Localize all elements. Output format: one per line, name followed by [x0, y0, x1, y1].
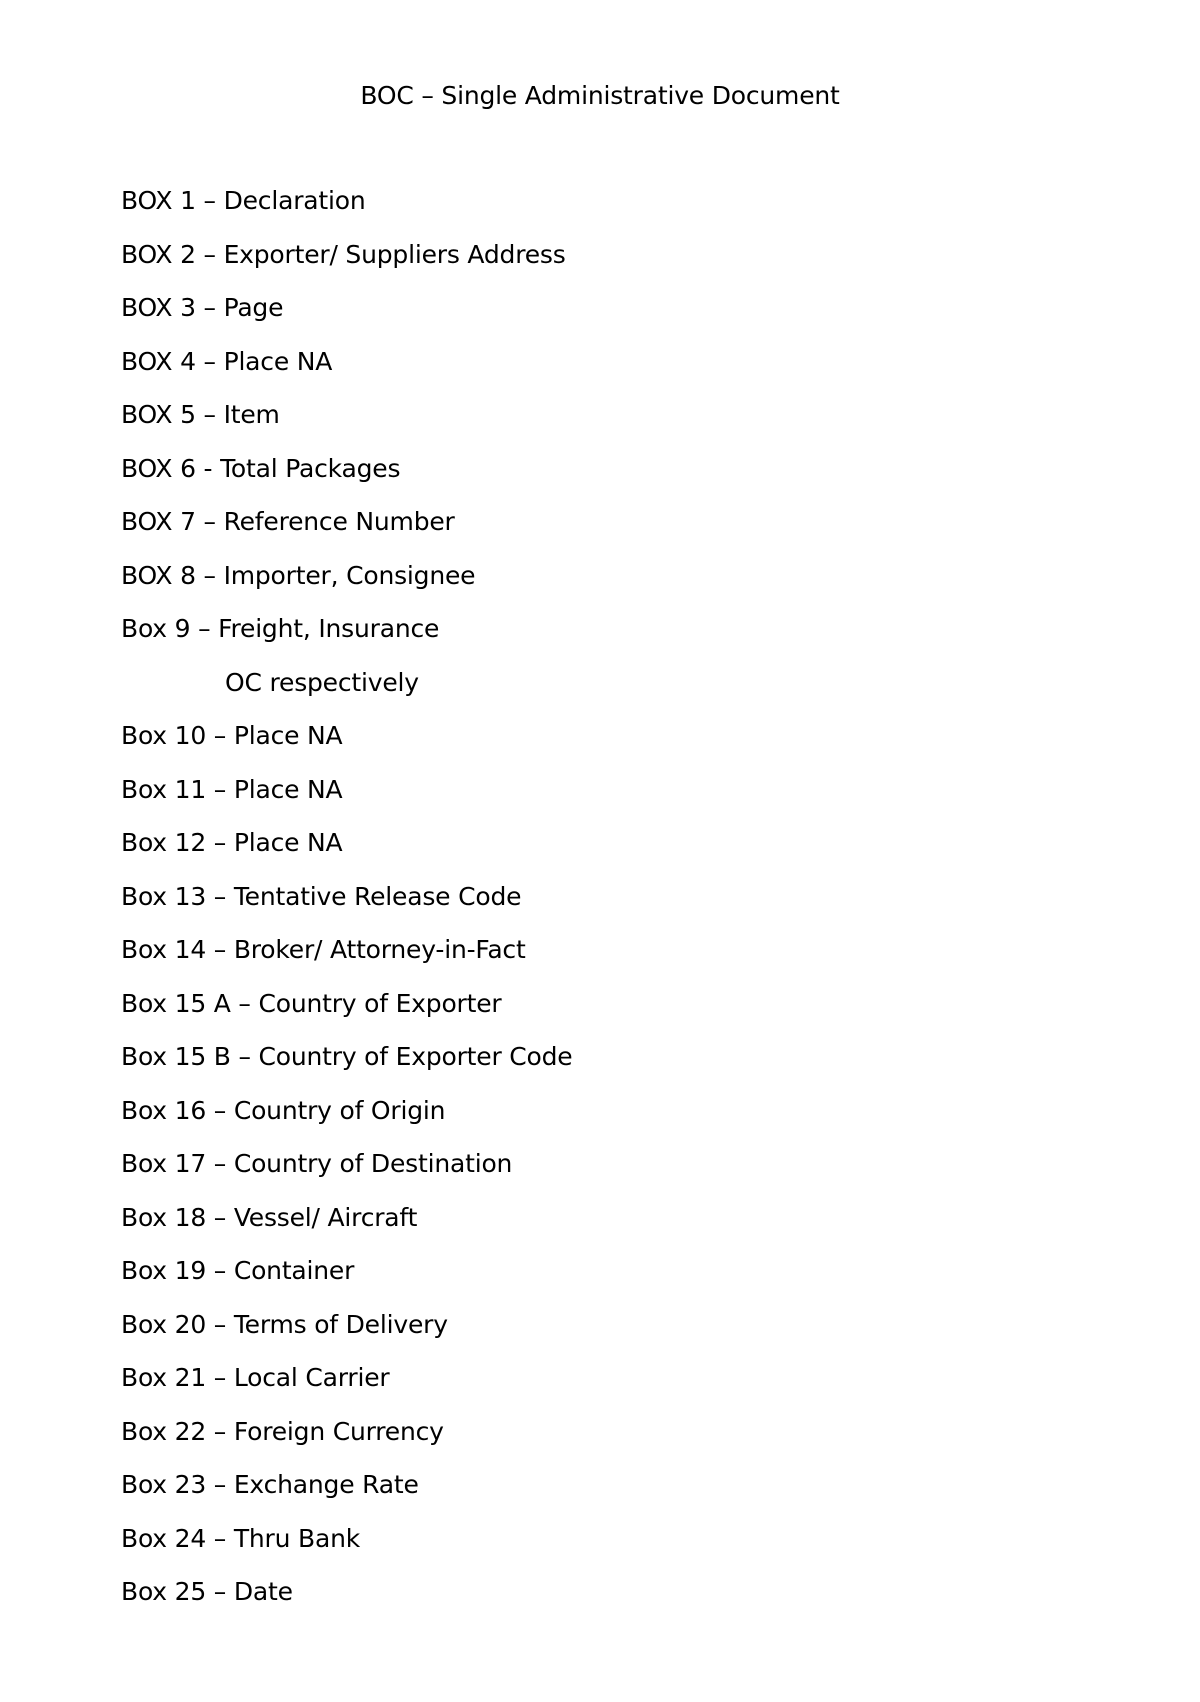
- box-line-14: Box 14 – Broker/ Attorney-in-Fact: [121, 935, 526, 964]
- box-line-19: Box 19 – Container: [121, 1256, 355, 1285]
- box-line-1: BOX 1 – Declaration: [121, 186, 366, 215]
- box-line-22: Box 22 – Foreign Currency: [121, 1416, 444, 1446]
- box-line-3: BOX 3 – Page: [121, 293, 284, 322]
- box-line-2: BOX 2 – Exporter/ Suppliers Address: [121, 239, 566, 269]
- box-line-11: Box 11 – Place NA: [121, 774, 343, 804]
- document-title: BOC – Single Administrative Document: [360, 81, 840, 110]
- box-line-10: Box 10 – Place NA: [121, 721, 343, 750]
- box-line-21: Box 21 – Local Carrier: [121, 1363, 390, 1392]
- box-list: [121, 185, 1021, 1630]
- box-line-17: Box 17 – Country of Destination: [121, 1149, 513, 1178]
- box-line-24: Box 24 – Thru Bank: [121, 1523, 361, 1553]
- box-line-9-continuation: OC respectively: [225, 667, 419, 697]
- box-line-25: Box 25 – Date: [121, 1577, 293, 1606]
- box-line-23: Box 23 – Exchange Rate: [121, 1470, 419, 1499]
- box-line-7: BOX 7 – Reference Number: [121, 507, 455, 536]
- box-line-5: BOX 5 – Item: [121, 400, 280, 429]
- box-line-18: Box 18 – Vessel/ Aircraft: [121, 1202, 418, 1232]
- box-line-20: Box 20 – Terms of Delivery: [121, 1309, 448, 1339]
- box-line-8: BOX 8 – Importer, Consignee: [121, 560, 476, 590]
- box-line-4: BOX 4 – Place NA: [121, 346, 333, 376]
- box-line-16: Box 16 – Country of Origin: [121, 1095, 446, 1125]
- box-line-13: Box 13 – Tentative Release Code: [121, 881, 522, 911]
- box-line-12: Box 12 – Place NA: [121, 828, 343, 857]
- box-line-6: BOX 6 - Total Packages: [121, 453, 401, 483]
- box-line-15a: Box 15 A – Country of Exporter: [121, 988, 502, 1018]
- box-line-15b: Box 15 B – Country of Exporter Code: [121, 1042, 573, 1071]
- box-line-9: Box 9 – Freight, Insurance: [121, 614, 440, 643]
